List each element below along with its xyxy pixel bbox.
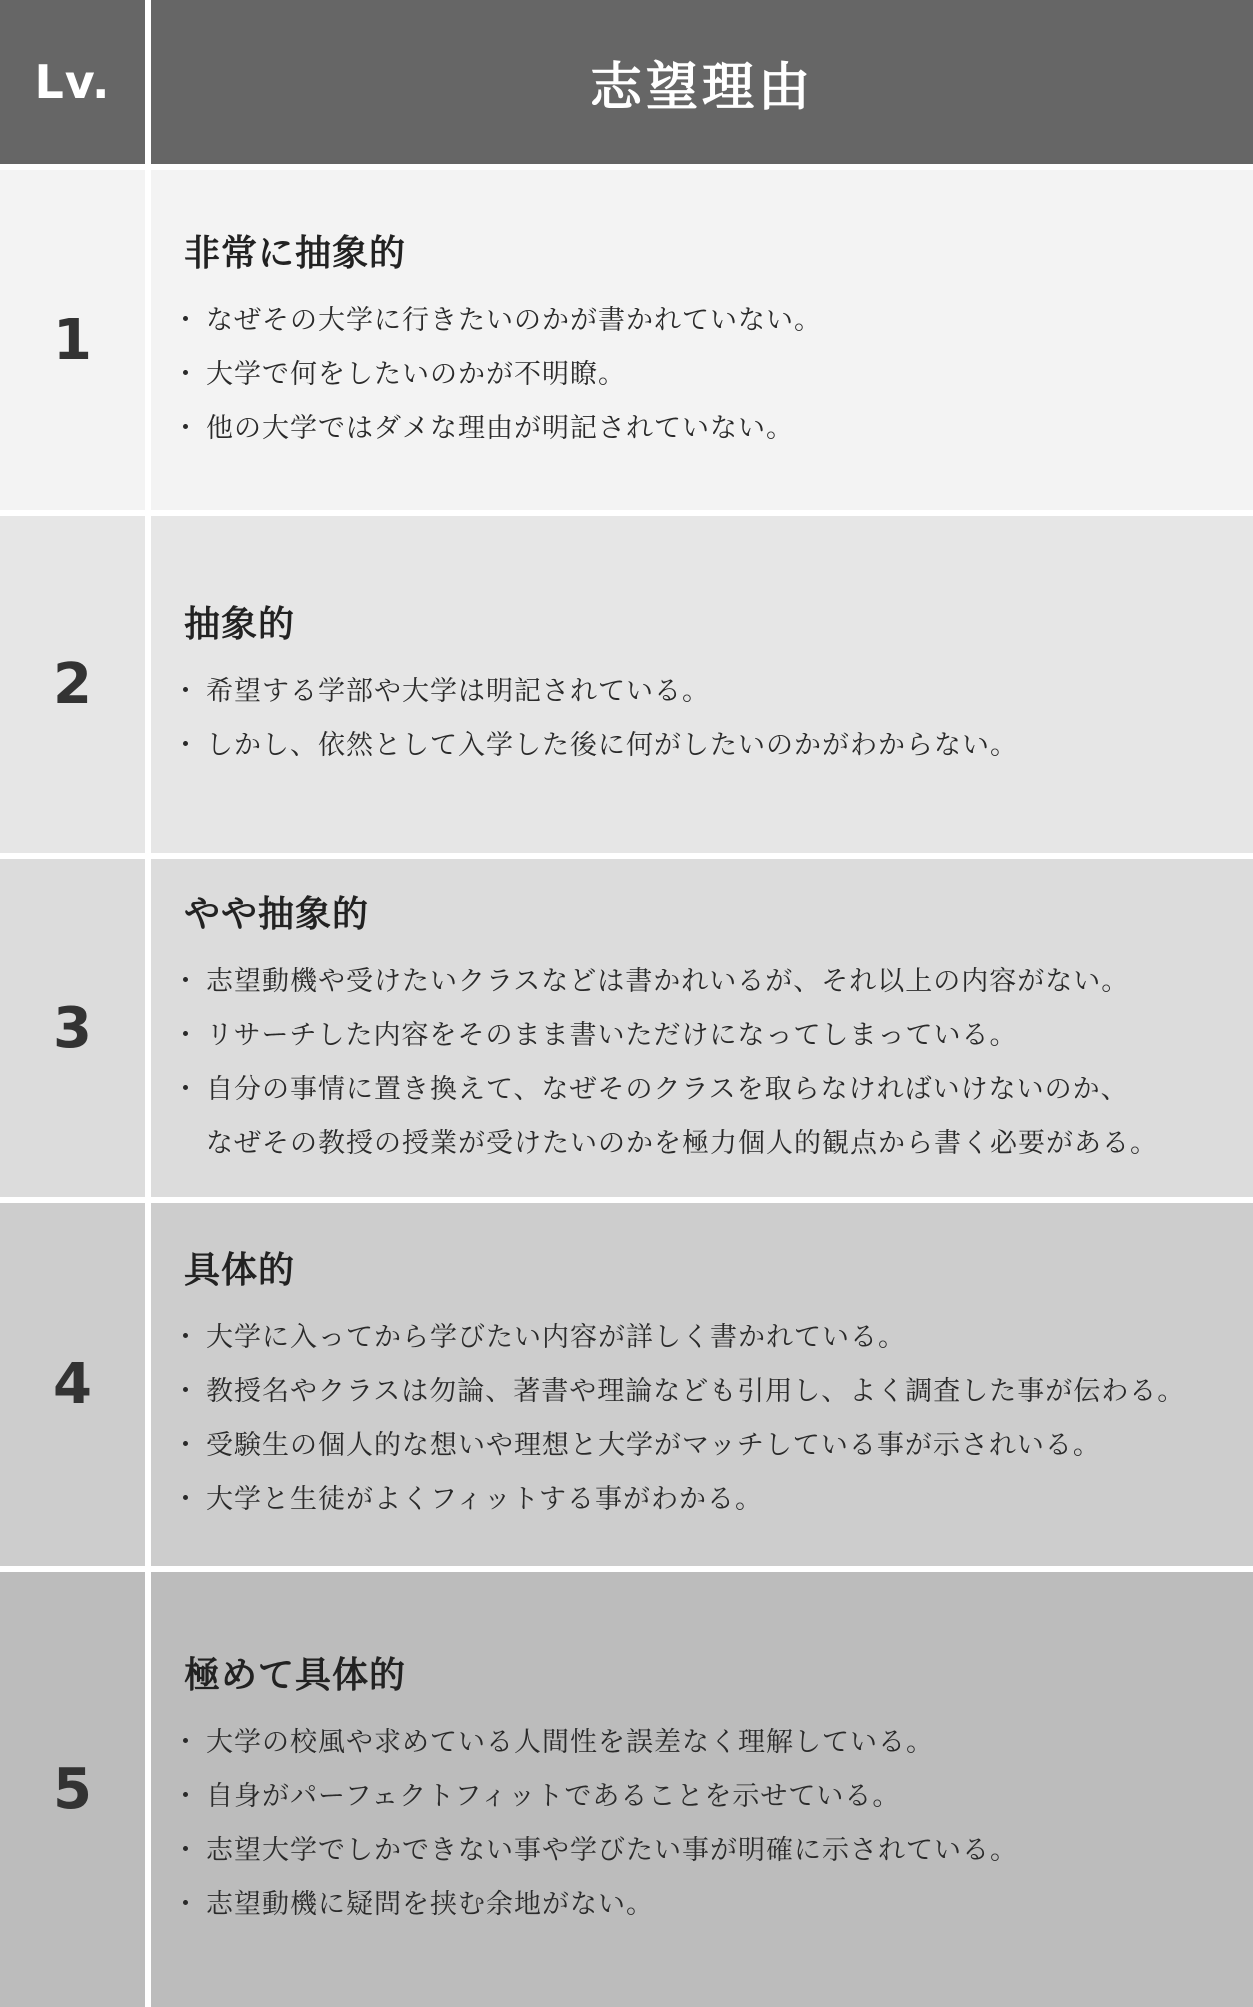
bullet-list <box>184 955 1253 1171</box>
level-content-cell <box>151 1203 1253 1566</box>
level-content-cell <box>151 1572 1253 2007</box>
level-number: 3 <box>53 995 92 1061</box>
bullet-list <box>184 665 1253 773</box>
table-row-level-1 <box>0 170 1253 510</box>
level-content-cell <box>151 170 1253 510</box>
level-number: 4 <box>53 1352 92 1417</box>
table-row-level-4 <box>0 1203 1253 1566</box>
level-number-cell <box>0 170 145 510</box>
level-title: 非常に抽象的 <box>184 232 407 274</box>
list-item-line: なぜその教授の授業が受けたいのかを極力個人的観点から書く必要がある。 <box>206 1127 1158 1159</box>
table-row-level-3 <box>0 859 1253 1197</box>
level-number: 5 <box>53 1757 92 1822</box>
header-title-cell <box>151 0 1253 164</box>
level-number-cell <box>0 1572 145 2007</box>
list-item: ・ 大学で何をしたいのかが不明瞭。 <box>184 348 1253 402</box>
header-title: 志望理由 <box>589 57 814 118</box>
list-item: ・ 希望する学部や大学は明記されている。 <box>184 665 1253 719</box>
bullet-list <box>184 1311 1253 1527</box>
table-row-level-5 <box>0 1572 1253 2007</box>
list-item: ・ 受験生の個人的な想いや理想と大学がマッチしている事が示されいる。 <box>184 1419 1253 1473</box>
list-item: ・ 志望大学でしかできない事や学びたい事が明確に示されている。 <box>184 1824 1253 1878</box>
list-item: ・ 他の大学ではダメな理由が明記されていない。 <box>184 402 1253 456</box>
level-number-cell <box>0 1203 145 1566</box>
list-item: ・ 大学に入ってから学びたい内容が詳しく書かれている。 <box>184 1311 1253 1365</box>
header-lv-cell <box>0 0 145 164</box>
level-title: やや抽象的 <box>184 893 370 935</box>
level-title: 極めて具体的 <box>184 1655 407 1696</box>
level-number: 2 <box>53 652 92 717</box>
bullet-list <box>184 294 1253 456</box>
list-item: ・ 志望動機に疑問を挟む余地がない。 <box>184 1878 1253 1932</box>
level-title: 抽象的 <box>184 604 296 645</box>
list-item: ・ なぜその大学に行きたいのかが書かれていない。 <box>184 294 1253 348</box>
bullet-list <box>184 1716 1253 1932</box>
level-content-cell <box>151 859 1253 1197</box>
header-lv-label: Lv. <box>34 55 111 109</box>
table-header <box>0 0 1253 164</box>
level-title: 具体的 <box>184 1250 296 1291</box>
list-item-line: ・ 自分の事情に置き換えて、なぜそのクラスを取らなければいけないのか、 <box>206 1073 1129 1105</box>
list-item: ・ 大学と生徒がよくフィットする事がわかる。 <box>184 1473 1253 1527</box>
level-number-cell <box>0 859 145 1197</box>
level-content-cell <box>151 516 1253 853</box>
list-item: ・ 教授名やクラスは勿論、著書や理論なども引用し、よく調査した事が伝わる。 <box>184 1365 1253 1419</box>
list-item: ・ 自身がパーフェクトフィットであることを示せている。 <box>184 1770 1253 1824</box>
level-number-cell <box>0 516 145 853</box>
table-row-level-2 <box>0 516 1253 853</box>
list-item: ・ リサーチした内容をそのまま書いただけになってしまっている。 <box>184 1009 1253 1063</box>
list-item <box>184 1063 1253 1171</box>
list-item: ・ 大学の校風や求めている人間性を誤差なく理解している。 <box>184 1716 1253 1770</box>
list-item: ・ 志望動機や受けたいクラスなどは書かれいるが、それ以上の内容がない。 <box>184 955 1253 1009</box>
list-item: ・ しかし、依然として入学した後に何がしたいのかがわからない。 <box>184 719 1253 773</box>
level-number: 1 <box>53 307 92 373</box>
